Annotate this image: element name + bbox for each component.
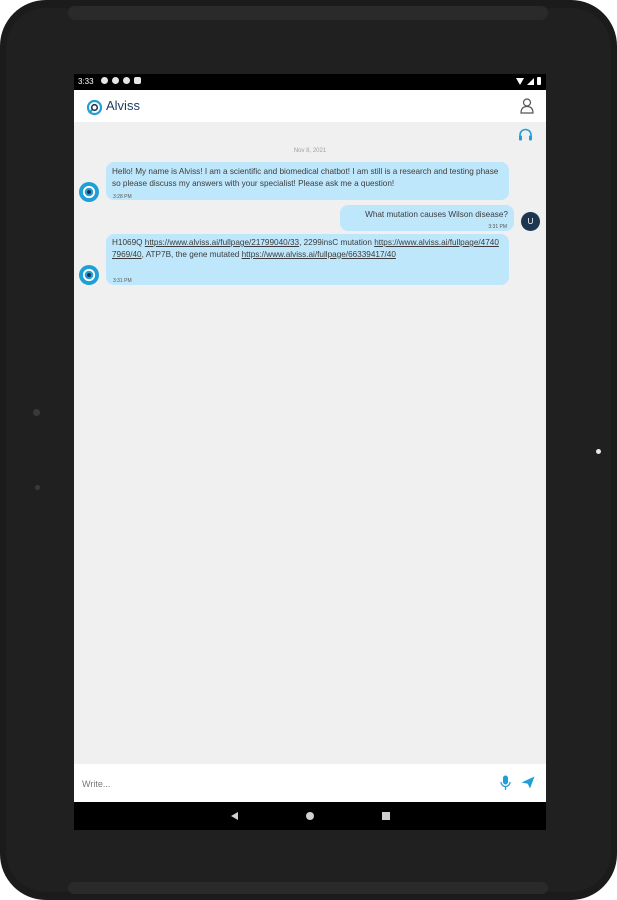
bot-message-bubble <box>106 162 509 200</box>
microphone-icon[interactable] <box>500 775 511 796</box>
headset-icon[interactable] <box>518 128 533 146</box>
app-gear-icon <box>112 77 119 84</box>
source-link[interactable]: https://www.alviss.ai/fullpage/66339417/40 <box>241 249 396 259</box>
app-header <box>74 90 546 122</box>
bot-message-text <box>112 237 503 260</box>
bot-avatar-icon <box>79 265 99 285</box>
user-message-bubble <box>340 205 514 231</box>
alviss-logo-icon <box>86 99 103 121</box>
user-avatar-letter: U <box>527 217 534 226</box>
app-screen <box>74 74 546 830</box>
send-icon[interactable] <box>521 776 535 794</box>
chat-date-separator: Nov 8, 2021 <box>293 148 327 154</box>
user-avatar <box>521 212 540 231</box>
user-message-text: What mutation causes Wilson disease? <box>365 210 508 219</box>
bot-avatar-icon <box>79 182 99 202</box>
message-timestamp: 3:31 PM <box>488 224 507 230</box>
status-bar <box>74 74 546 90</box>
answer-text-part: , ATP7B, the gene mutated <box>141 249 242 259</box>
back-icon[interactable] <box>231 812 238 820</box>
home-icon[interactable] <box>306 812 314 820</box>
answer-text-part: , 2299insC mutation <box>299 238 375 247</box>
source-link[interactable]: https://www.alviss.ai/fullpage/47407969/40 <box>112 238 499 259</box>
message-composer <box>74 764 546 802</box>
device-bottom-bevel <box>68 882 548 894</box>
app-title: Alviss <box>106 98 140 113</box>
answer-text-part: H1069Q <box>112 238 145 247</box>
message-timestamp: 3:31 PM <box>113 278 132 284</box>
message-timestamp: 3:28 PM <box>113 194 132 200</box>
status-time: 3:33 <box>78 77 94 86</box>
account-icon[interactable] <box>520 98 534 119</box>
bot-message-text: Hello! My name is Alviss! I am a scientific and biomedical chatbot! I am still is a research and testing phase so please discuss my answers with your specialist! Please ask me a question! <box>112 167 499 188</box>
app-a-icon <box>101 77 108 84</box>
sim-icon <box>134 77 141 84</box>
wifi-icon <box>516 78 524 85</box>
light-sensor <box>35 485 40 490</box>
device-top-bevel <box>68 6 548 20</box>
signal-icon <box>527 78 534 85</box>
app-circle-icon <box>123 77 130 84</box>
system-navigation-bar <box>74 802 546 830</box>
battery-icon <box>537 77 541 85</box>
recents-icon[interactable] <box>382 812 390 820</box>
front-camera <box>596 449 601 454</box>
bot-message-bubble <box>106 234 509 285</box>
proximity-sensor <box>33 409 40 416</box>
source-link[interactable]: https://www.alviss.ai/fullpage/21799040/33 <box>144 238 300 247</box>
message-input[interactable] <box>80 774 484 794</box>
